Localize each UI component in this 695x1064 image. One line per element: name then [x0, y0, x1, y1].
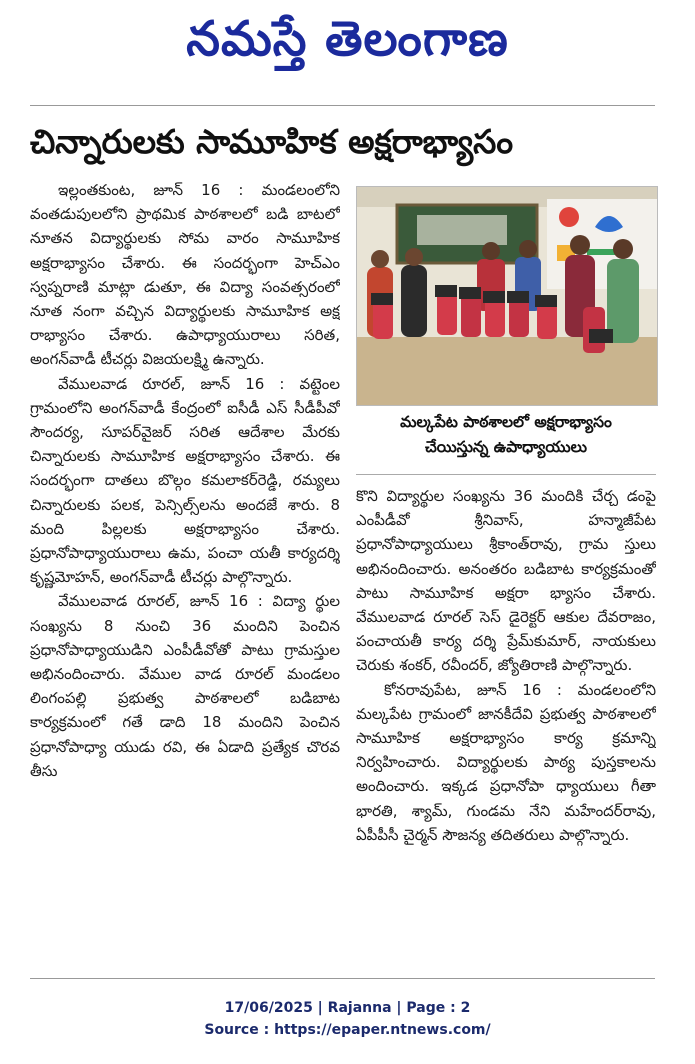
source-link[interactable]: Source : https://epaper.ntnews.com/: [204, 1022, 491, 1038]
footer-divider: [30, 978, 655, 979]
photo-caption-line: చేయిస్తున్న ఉపాధ్యాయులు: [424, 438, 588, 456]
article-column-right: [356, 484, 656, 964]
masthead-divider: [30, 105, 655, 106]
photo-caption-line: మల్కపేట పాఠశాలలో అక్షరాభ్యాసం: [400, 413, 612, 431]
article-paragraph: వేములవాడ రూరల్, జూన్ 16 : వట్టెంల గ్రామంలోని అంగన్‌వాడీ కేంద్రంలో ఐసీడీ ఎస్ సీడీపీవో సౌందర్య, సూపర్‌వైజర్ సరిత ఆదేశాల మేరకు చిన్నారులకు సామూహిక అక్షరాభ్యాసం చేశారు. ఈ సందర్భంగా దాతలు బొల్గం కమలాకర్‌రెడ్డి, రమ్యలు చిన్నారులకు పలక, పెన్సిల్స్‌లను అందజే శారు. 8 మంది పిల్లలకు అక్షరాభ్యాసం చేశారు. ప్రధానోపాధ్యాయురాలు ఉమ, పంచా యతీ కార్యదర్శి కృష్ణమోహన్, అంగన్‌వాడీ టీచర్లు పాల్గొన్నారు.: [30, 374, 340, 587]
masthead: [0, 4, 695, 74]
article-paragraph: వేములవాడ రూరల్, జూన్ 16 : విద్యా ర్థుల సంఖ్యను 8 నుంచి 36 మందిని పెంచిన ప్రధానోపాధ్యాయుడిని ఎంపీడీవోతో పాటు గ్రామస్తుల అభినందించారు. వేముల వాడ రూరల్ మండలం లింగంపల్లి ప్రభుత్వ పాఠశాలలో బడిబాట కార్యక్రమంలో గతే డాది 18 మందిని పెంచిన ప్రధానోపాధ్యా యుడు రవి, ఈ ఏడాది ప్రత్యేక చొరవ తీసు: [30, 592, 340, 780]
newspaper-logo-title: నమస్తే తెలంగాణ: [186, 11, 509, 67]
article-photo: [356, 186, 658, 406]
article-headline: చిన్నారులకు సామూహిక అక్షరాభ్యాసం: [30, 122, 514, 161]
classroom-photo-illustration: [357, 187, 657, 405]
edition-info: [0, 1000, 695, 1016]
article-column-left: [30, 178, 340, 968]
edition-date-page: 17/06/2025 | Rajanna | Page : 2: [224, 1000, 471, 1016]
article-paragraph: కోనరావుపేట, జూన్ 16 : మండలంలోని మల్కపేట గ్రామంలో జానకీదేవి ప్రభుత్వ పాఠశాలలో సామూహిక అక్షరాభ్యాసం కార్య క్రమాన్ని నిర్వహించారు. విద్యార్థులకు పాఠ్య పుస్తకాలను అందించారు. ఇక్కడ ప్రధానోపా ధ్యాయులు గీతా భారతి, శ్యామ్, గుండమ నేని మహేందర్‌రావు, ఏపీపీసీ చైర్మన్ సౌజన్య తదితరులు పాల్గొన్నారు.: [356, 680, 656, 844]
article-paragraph: కొని విద్యార్థుల సంఖ్యను 36 మందికి చేర్చ డంపై ఎంపీడీవో శ్రీనివాస్, హన్మాజీపేట ప్రధానోపాధ్యాయులు శ్రీకాంత్‌రావు, గ్రామ స్తులు అభినందించారు. అనంతరం బడిబాట కార్యక్రమంతో పాటు సామూహిక అక్షరా భ్యాసం చేశారు. వేములవాడ రూరల్ సెస్ డైరెక్టర్ ఆకుల దేవరాజం, పంచాయతీ కార్య దర్శి ప్రేమ్‌కుమార్, నాయకులు చెరుకు శంకర్, రవీందర్, జ్యోతిరాణి పాల్గొన్నారు.: [356, 487, 656, 675]
source-info: [0, 1022, 695, 1038]
photo-caption: [356, 410, 656, 475]
article-paragraph: ఇల్లంతకుంట, జూన్ 16 : మండలంలోని వంతడుపులలోని ప్రాథమిక పాఠశాలలో బడి బాటలో నూతన విద్యార్థులకు సోమ వారం సామూహిక అక్షరాభ్యాసం చేశారు. ఈ సందర్భంగా హెచ్ఎం స్వప్నరాణి మాట్లా డుతూ, ఈ విద్యా సంవత్సరంలో నూత నంగా వచ్చిన విద్యార్థులకు సామూహిక అక్ష రాభ్యాసం చేశారు. ఉపాధ్యాయురాలు సరిత, అంగన్‌వాడీ టీచర్లు విజయలక్ష్మి ఉన్నారు.: [30, 181, 340, 369]
